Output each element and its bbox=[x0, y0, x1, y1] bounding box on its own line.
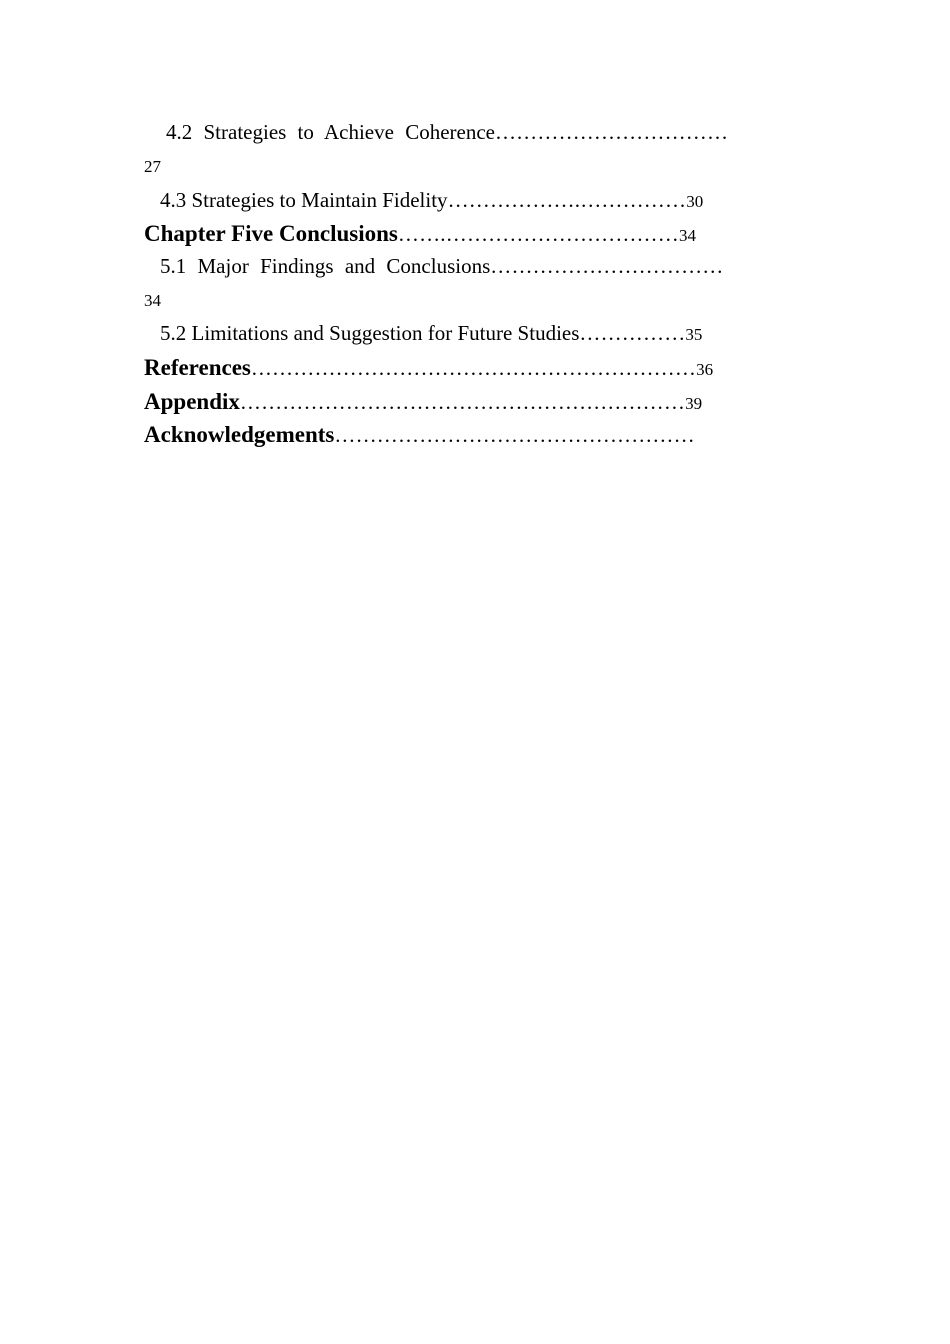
toc-entry-label: 4.2 Strategies to Achieve Coherence bbox=[166, 120, 495, 144]
toc-leader: ……………….…………… bbox=[447, 188, 687, 212]
toc-entry-4-3 bbox=[160, 190, 703, 211]
toc-entry-label: 5.2 Limitations and Suggestion for Future Studies bbox=[160, 321, 580, 345]
toc-entry-label: 4.3 Strategies to Maintain Fidelity bbox=[160, 188, 448, 212]
toc-page-number: 27 bbox=[144, 157, 161, 176]
toc-page-number: 39 bbox=[685, 394, 703, 413]
toc-page-number: 30 bbox=[686, 192, 704, 211]
toc-page-number: 35 bbox=[685, 325, 703, 344]
toc-entry-appendix bbox=[144, 390, 702, 413]
toc-entry-4-2 bbox=[166, 122, 728, 143]
toc-entry-label: References bbox=[144, 355, 251, 380]
toc-entry-references bbox=[144, 356, 713, 379]
toc-entry-acknowledgements bbox=[144, 423, 695, 446]
toc-entry-chapter-five bbox=[144, 222, 696, 245]
toc-entry-5-1 bbox=[160, 256, 723, 277]
toc-page-number: 34 bbox=[678, 226, 696, 245]
toc-entry-label: Appendix bbox=[144, 389, 240, 414]
toc-leader: …………… bbox=[579, 321, 686, 345]
toc-leader: ……………………………………………………… bbox=[239, 390, 686, 414]
toc-entry-label: Chapter Five Conclusions bbox=[144, 221, 398, 246]
toc-leader: ……………………………………………………… bbox=[250, 356, 697, 380]
toc-leader: …………………………… bbox=[494, 120, 729, 144]
toc-leader: …………………………………………… bbox=[334, 423, 695, 447]
toc-entry-5-2 bbox=[160, 323, 702, 344]
toc-entry-label: 5.1 Major Findings and Conclusions bbox=[160, 254, 491, 278]
toc-entry-label: Acknowledgements bbox=[144, 422, 335, 447]
toc-page-number: 36 bbox=[696, 360, 714, 379]
toc-leader: …………………………… bbox=[490, 254, 724, 278]
toc-page-number: 34 bbox=[144, 291, 161, 310]
toc-leader: …….…………………………… bbox=[397, 222, 679, 246]
